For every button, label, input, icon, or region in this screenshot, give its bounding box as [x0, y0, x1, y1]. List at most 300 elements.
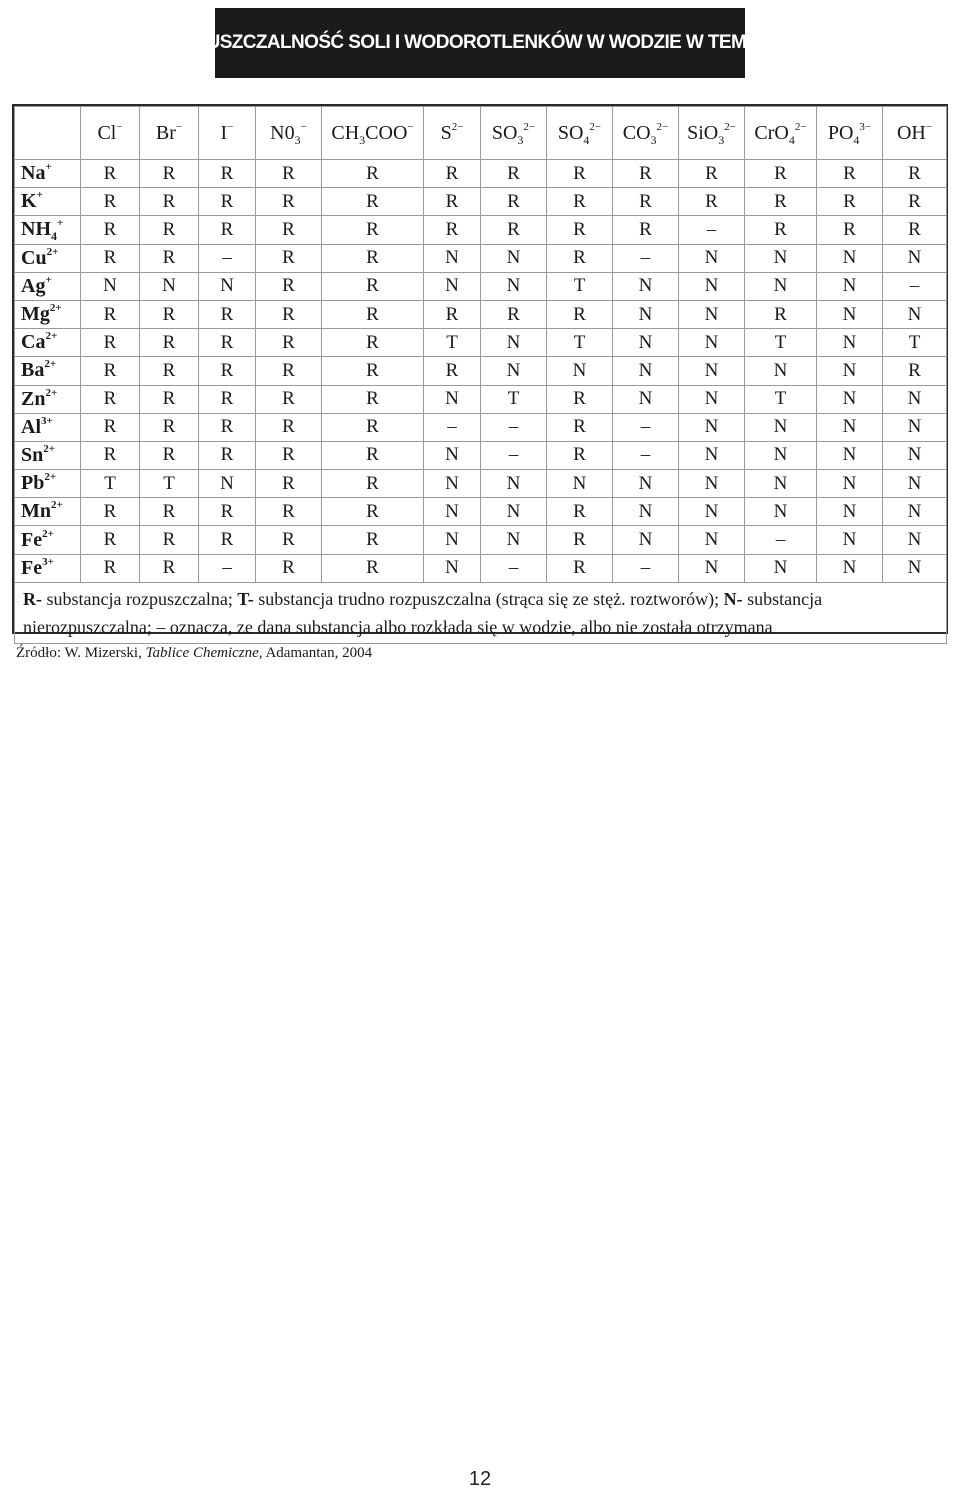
solubility-cell: R	[256, 498, 322, 526]
cation-label	[15, 188, 81, 216]
solubility-cell: N	[547, 470, 613, 498]
ion-base: SO	[557, 121, 584, 144]
solubility-cell: R	[199, 160, 256, 188]
solubility-cell: –	[481, 441, 547, 469]
ion-base: CH	[331, 121, 360, 144]
solubility-cell: N	[424, 244, 481, 272]
solubility-cell: R	[745, 300, 817, 328]
solubility-cell: N	[481, 329, 547, 357]
solubility-cell: N	[817, 357, 883, 385]
solubility-cell: R	[322, 498, 424, 526]
solubility-cell: R	[199, 357, 256, 385]
cation-label	[15, 385, 81, 413]
solubility-cell: R	[256, 272, 322, 300]
ion-subscript: 4	[51, 229, 57, 244]
solubility-cell: N	[817, 470, 883, 498]
legend-text-t: substancja trudno rozpuszczalna (strąca się ze stęż. roztworów);	[253, 588, 724, 609]
ion-base: Cu	[21, 246, 47, 269]
ion-subscript: 4	[853, 132, 860, 147]
anion-header	[817, 107, 883, 160]
cation-label	[15, 498, 81, 526]
ion-charge: 2−	[794, 120, 807, 133]
solubility-cell: N	[679, 244, 745, 272]
solubility-cell: R	[424, 188, 481, 216]
cation-label	[15, 413, 81, 441]
solubility-cell: R	[322, 188, 424, 216]
solubility-cell: –	[613, 244, 679, 272]
ion-base: PO	[827, 121, 854, 144]
solubility-cell: N	[481, 498, 547, 526]
solubility-cell: R	[256, 526, 322, 554]
solubility-cell: N	[613, 470, 679, 498]
solubility-cell: R	[424, 216, 481, 244]
solubility-cell: R	[613, 160, 679, 188]
ion-charge: −	[227, 120, 234, 133]
solubility-cell: R	[817, 216, 883, 244]
table-title	[156, 8, 804, 78]
solubility-cell: T	[424, 329, 481, 357]
solubility-cell: T	[883, 329, 947, 357]
table-row	[15, 413, 947, 441]
solubility-cell: N	[883, 526, 947, 554]
solubility-cell: N	[817, 441, 883, 469]
solubility-cell: R	[745, 188, 817, 216]
solubility-cell: R	[322, 554, 424, 582]
ion-charge: −	[175, 120, 183, 133]
solubility-cell: R	[256, 329, 322, 357]
anion-header	[745, 107, 817, 160]
cation-label	[15, 554, 81, 582]
solubility-cell: R	[322, 385, 424, 413]
solubility-cell: R	[883, 188, 947, 216]
ion-base: S	[440, 121, 452, 144]
solubility-cell: N	[424, 272, 481, 300]
solubility-cell: T	[745, 385, 817, 413]
ion-charge: 2+	[44, 471, 57, 484]
ion-subscript: 4	[788, 132, 795, 147]
ion-base-tail: COO	[365, 121, 408, 144]
source-citation	[16, 645, 372, 662]
solubility-cell: N	[613, 300, 679, 328]
solubility-cell: N	[883, 244, 947, 272]
solubility-cell: R	[745, 216, 817, 244]
solubility-cell: N	[613, 385, 679, 413]
ion-base: SO	[491, 121, 518, 144]
solubility-cell: R	[81, 216, 140, 244]
solubility-cell: R	[322, 272, 424, 300]
solubility-cell: N	[745, 244, 817, 272]
ion-base: SiO	[687, 121, 719, 144]
solubility-cell: R	[547, 526, 613, 554]
solubility-cell: N	[424, 470, 481, 498]
solubility-cell: R	[745, 160, 817, 188]
solubility-cell: R	[199, 300, 256, 328]
ion-charge: 2−	[656, 120, 669, 133]
ion-base: NH	[21, 218, 51, 241]
legend-key-n: N-	[723, 588, 743, 609]
legend-key-t: T-	[237, 588, 254, 609]
solubility-cell: N	[883, 413, 947, 441]
title-unit: C	[790, 32, 804, 53]
solubility-cell: R	[817, 188, 883, 216]
ion-base: Mg	[21, 303, 50, 326]
anion-header	[322, 107, 424, 160]
solubility-cell: N	[883, 498, 947, 526]
ion-base: N0	[270, 121, 295, 144]
legend-row	[15, 582, 947, 643]
solubility-cell: R	[322, 300, 424, 328]
solubility-cell: N	[199, 470, 256, 498]
legend-text-n: substancja nierozpuszczalna; – oznacza, ze dana substancja albo rozkłada się w wodzie, albo nie została otrzymana	[23, 588, 823, 637]
solubility-cell: –	[613, 441, 679, 469]
anion-header	[256, 107, 322, 160]
solubility-cell: –	[199, 244, 256, 272]
cation-label	[15, 526, 81, 554]
solubility-cell: R	[140, 357, 199, 385]
solubility-cell: N	[679, 441, 745, 469]
solubility-cell: –	[613, 554, 679, 582]
solubility-cell: R	[199, 413, 256, 441]
solubility-cell: N	[883, 554, 947, 582]
solubility-cell: R	[81, 188, 140, 216]
solubility-cell: N	[817, 526, 883, 554]
solubility-cell: R	[322, 329, 424, 357]
solubility-cell: N	[613, 357, 679, 385]
solubility-cell: R	[256, 385, 322, 413]
ion-base: Cl	[97, 121, 117, 144]
solubility-cell: R	[322, 216, 424, 244]
solubility-cell: N	[81, 272, 140, 300]
table-row	[15, 385, 947, 413]
corner-cell	[15, 107, 81, 160]
solubility-cell: R	[199, 441, 256, 469]
solubility-cell: R	[322, 357, 424, 385]
anion-header	[613, 107, 679, 160]
solubility-cell: N	[199, 272, 256, 300]
cation-label	[15, 329, 81, 357]
solubility-cell: N	[424, 385, 481, 413]
solubility-cell: R	[256, 216, 322, 244]
solubility-cell: R	[481, 160, 547, 188]
solubility-cell: R	[256, 470, 322, 498]
solubility-cell: N	[883, 385, 947, 413]
solubility-cell: R	[613, 216, 679, 244]
solubility-cell: R	[547, 244, 613, 272]
table-row	[15, 272, 947, 300]
solubility-cell: R	[256, 554, 322, 582]
solubility-cell: N	[679, 300, 745, 328]
ion-base: Pb	[21, 472, 45, 495]
table-row	[15, 498, 947, 526]
table-row	[15, 441, 947, 469]
ion-charge: 2−	[451, 120, 464, 133]
solubility-cell: R	[140, 554, 199, 582]
ion-subscript: 3	[359, 132, 366, 147]
solubility-cell: N	[817, 554, 883, 582]
solubility-cell: R	[613, 188, 679, 216]
ion-base: OH	[896, 121, 926, 144]
table-row	[15, 470, 947, 498]
solubility-cell: R	[81, 554, 140, 582]
ion-charge: 2+	[44, 358, 57, 371]
ion-charge: 2+	[45, 330, 58, 343]
solubility-cell: N	[481, 272, 547, 300]
solubility-cell: R	[140, 216, 199, 244]
ion-base: CO	[622, 121, 651, 144]
solubility-cell: R	[547, 413, 613, 441]
legend-text-r: substancja rozpuszczalna;	[42, 588, 238, 609]
ion-base: Sn	[21, 443, 44, 466]
solubility-cell: N	[424, 498, 481, 526]
solubility-cell: R	[322, 441, 424, 469]
solubility-cell: R	[199, 329, 256, 357]
ion-base: Ca	[21, 331, 46, 354]
solubility-cell: R	[424, 160, 481, 188]
ion-subscript: 3	[294, 132, 301, 147]
solubility-cell: –	[679, 216, 745, 244]
solubility-cell: R	[424, 300, 481, 328]
source-suffix: , Adamantan, 2004	[258, 645, 373, 661]
solubility-cell: R	[256, 441, 322, 469]
solubility-cell: R	[140, 160, 199, 188]
solubility-cell: T	[481, 385, 547, 413]
cation-label	[15, 470, 81, 498]
solubility-cell: R	[481, 216, 547, 244]
solubility-cell: R	[256, 413, 322, 441]
solubility-cell: N	[613, 272, 679, 300]
ion-charge: 2+	[46, 245, 59, 258]
solubility-cell: R	[322, 244, 424, 272]
solubility-cell: N	[679, 498, 745, 526]
ion-base: Br	[155, 121, 176, 144]
solubility-cell: N	[679, 329, 745, 357]
solubility-cell: N	[745, 272, 817, 300]
solubility-cell: R	[547, 554, 613, 582]
ion-base: I	[220, 121, 228, 144]
solubility-cell: R	[199, 526, 256, 554]
solubility-cell: –	[883, 272, 947, 300]
ion-base: Ba	[21, 359, 45, 382]
ion-charge: 2−	[589, 120, 602, 133]
solubility-cell: T	[547, 329, 613, 357]
solubility-cell: N	[613, 329, 679, 357]
solubility-cell: R	[81, 160, 140, 188]
table-row	[15, 160, 947, 188]
ion-charge: 2+	[42, 527, 54, 540]
solubility-cell: R	[883, 357, 947, 385]
anion-header	[883, 107, 947, 160]
ion-charge: −	[116, 120, 123, 133]
solubility-cell: N	[745, 554, 817, 582]
solubility-cell: R	[140, 244, 199, 272]
solubility-cell: R	[481, 300, 547, 328]
solubility-cell: N	[883, 470, 947, 498]
solubility-cell: R	[199, 498, 256, 526]
solubility-cell: R	[256, 160, 322, 188]
solubility-cell: R	[81, 329, 140, 357]
solubility-cell: N	[745, 470, 817, 498]
ion-charge: 3+	[42, 555, 54, 568]
table-row	[15, 357, 947, 385]
solubility-cell: R	[140, 526, 199, 554]
source-prefix: Źródło: W. Mizerski,	[16, 645, 146, 661]
anion-header	[199, 107, 256, 160]
solubility-cell: –	[424, 413, 481, 441]
solubility-cell: N	[140, 272, 199, 300]
table-body	[15, 160, 947, 644]
ion-charge: −	[925, 120, 933, 133]
solubility-cell: N	[481, 357, 547, 385]
solubility-cell: R	[679, 188, 745, 216]
ion-subscript: 3	[718, 132, 725, 147]
solubility-cell: R	[322, 470, 424, 498]
ion-base: Mn	[21, 500, 51, 523]
ion-base: CrO	[754, 121, 789, 144]
ion-charge: +	[36, 189, 43, 202]
ion-charge: 2−	[724, 120, 736, 133]
ion-base: Ag	[21, 274, 46, 297]
solubility-cell: N	[679, 470, 745, 498]
solubility-cell: R	[81, 385, 140, 413]
solubility-cell: N	[817, 385, 883, 413]
solubility-cell: R	[322, 160, 424, 188]
solubility-cell: N	[679, 357, 745, 385]
solubility-cell: R	[140, 188, 199, 216]
solubility-cell: T	[140, 470, 199, 498]
solubility-cell: R	[883, 160, 947, 188]
ion-charge: −	[300, 120, 307, 133]
solubility-cell: R	[140, 329, 199, 357]
solubility-cell: R	[140, 413, 199, 441]
solubility-table-frame	[12, 104, 948, 637]
solubility-cell: T	[745, 329, 817, 357]
solubility-cell: R	[81, 300, 140, 328]
solubility-cell: T	[547, 272, 613, 300]
solubility-cell: N	[817, 498, 883, 526]
solubility-cell: T	[81, 470, 140, 498]
table-row	[15, 554, 947, 582]
page-number: 12	[468, 1468, 492, 1490]
solubility-cell: R	[81, 413, 140, 441]
solubility-cell: N	[424, 441, 481, 469]
anion-header-row	[15, 107, 947, 160]
solubility-cell: R	[199, 188, 256, 216]
solubility-cell: –	[481, 554, 547, 582]
solubility-cell: R	[883, 216, 947, 244]
ion-base: Fe	[21, 556, 43, 579]
table-row	[15, 300, 947, 328]
anion-header	[679, 107, 745, 160]
solubility-cell: R	[81, 441, 140, 469]
ion-subscript: 3	[650, 132, 657, 147]
anion-header	[424, 107, 481, 160]
solubility-cell: N	[745, 413, 817, 441]
solubility-cell: R	[140, 441, 199, 469]
ion-charge: 2−	[523, 120, 536, 133]
solubility-cell: –	[481, 413, 547, 441]
solubility-cell: N	[745, 498, 817, 526]
legend	[15, 582, 947, 643]
solubility-cell: R	[817, 160, 883, 188]
solubility-cell: N	[481, 470, 547, 498]
ion-subscript: 4	[583, 132, 590, 147]
ion-charge: 3−	[859, 120, 872, 133]
solubility-cell: R	[199, 385, 256, 413]
title-main: ROZPUSZCZALNOŚĆ SOLI I WODOROTLENKÓW W WODZIE W TEMP. 25	[156, 32, 786, 53]
ion-base: Al	[21, 415, 41, 438]
ion-charge: +	[45, 273, 52, 286]
ion-charge: −	[407, 120, 414, 133]
cation-label	[15, 357, 81, 385]
solubility-cell: R	[256, 244, 322, 272]
ion-charge: 2+	[49, 302, 62, 315]
cation-label	[15, 441, 81, 469]
cation-label	[15, 216, 81, 244]
cation-label	[15, 272, 81, 300]
solubility-cell: R	[424, 357, 481, 385]
solubility-cell: N	[481, 526, 547, 554]
ion-base: Fe	[21, 528, 43, 551]
ion-base: Zn	[21, 387, 46, 410]
table-row	[15, 188, 947, 216]
solubility-cell: –	[613, 413, 679, 441]
title-degree: 0	[785, 35, 791, 47]
ion-subscript: 3	[517, 132, 524, 147]
anion-header	[547, 107, 613, 160]
solubility-cell: N	[613, 526, 679, 554]
cation-label	[15, 300, 81, 328]
solubility-cell: N	[424, 554, 481, 582]
solubility-cell: N	[745, 441, 817, 469]
solubility-cell: R	[547, 188, 613, 216]
solubility-cell: N	[547, 357, 613, 385]
solubility-cell: R	[547, 498, 613, 526]
solubility-cell: N	[817, 300, 883, 328]
table-row	[15, 526, 947, 554]
solubility-cell: N	[679, 554, 745, 582]
ion-base: K	[21, 190, 37, 213]
solubility-cell: R	[547, 385, 613, 413]
solubility-cell: R	[81, 498, 140, 526]
anion-header	[81, 107, 140, 160]
legend-key-r: R-	[23, 588, 42, 609]
ion-charge: 2+	[43, 442, 56, 455]
solubility-cell: R	[81, 526, 140, 554]
solubility-cell: N	[679, 413, 745, 441]
solubility-cell: R	[256, 357, 322, 385]
anion-header	[481, 107, 547, 160]
ion-charge: 3+	[41, 414, 53, 427]
ion-base: Na	[21, 162, 46, 185]
solubility-cell: R	[547, 300, 613, 328]
solubility-cell: R	[81, 357, 140, 385]
solubility-cell: N	[817, 272, 883, 300]
source-book: Tablice Chemiczne	[145, 645, 259, 661]
solubility-cell: R	[81, 244, 140, 272]
solubility-cell: R	[140, 300, 199, 328]
solubility-cell: N	[481, 244, 547, 272]
solubility-cell: R	[199, 216, 256, 244]
solubility-cell: N	[679, 272, 745, 300]
solubility-cell: –	[745, 526, 817, 554]
solubility-cell: N	[613, 498, 679, 526]
table-row	[15, 329, 947, 357]
cation-label	[15, 244, 81, 272]
ion-charge: +	[45, 161, 52, 174]
table-row	[15, 216, 947, 244]
solubility-cell: N	[745, 357, 817, 385]
solubility-cell: R	[322, 413, 424, 441]
